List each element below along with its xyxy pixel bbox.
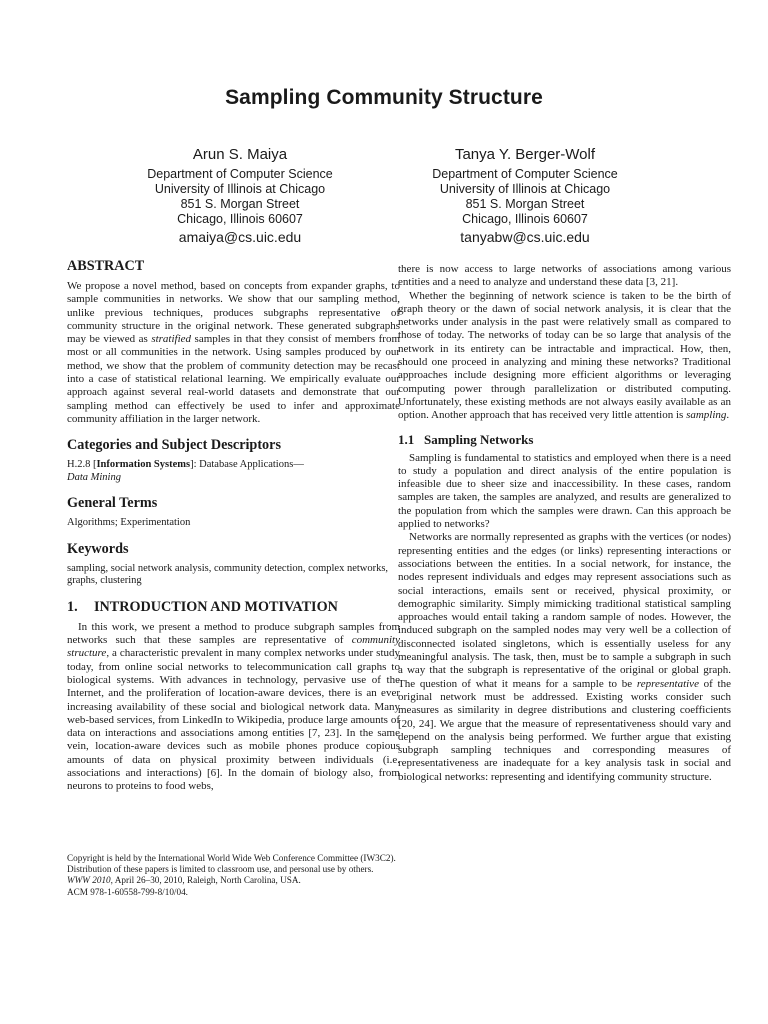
author-department: Department of Computer Science	[147, 167, 333, 181]
paragraph: Whether the beginning of network science is taken to be the birth of graph theory or the dawn of social network analysis, it is clear that the networks under analysis in the past were relatively small as compared to those of today. The networks of today can be so large that analysis of the network in its entirety can be intractable and impractical. How, then, should one proceed in analyzing and mining these networks? Traditional approaches include designing more efficient algorithms or leveraging computing power through parallelization or distributed computing. Unfortunately, these existing methods are not always easily available as an option. Another approach that has received very little attention is sampling.	[398, 289, 731, 422]
keywords-text: sampling, social network analysis, community detection, complex networks, graphs, clustering	[67, 562, 389, 587]
author-university: University of Illinois at Chicago	[154, 182, 326, 196]
author-email[interactable]: tanyabw@cs.uic.edu	[460, 229, 590, 245]
right-column	[398, 263, 731, 784]
author-city: Chicago, Illinois 60607	[462, 212, 588, 226]
paragraph: Sampling is fundamental to statistics and employed when there is a need to study a population and direct analysis of the entire population is infeasible due to sheer size and inaccessibility. In these cases, random samples are taken, the samples are analyzed, and results are generalized to the population from which the samples were drawn. Can this approach be applied to networks?	[398, 451, 731, 531]
left-column	[67, 258, 400, 794]
section-heading-sampling-networks: 1.1 Sampling Networks	[398, 431, 534, 447]
author-name: Tanya Y. Berger-Wolf	[454, 146, 596, 163]
author-name: Arun S. Maiya	[192, 146, 288, 163]
author-block-1	[90, 145, 390, 246]
introduction-heading: 1. INTRODUCTION AND MOTIVATION	[67, 598, 338, 615]
continued-paragraph: there is now access to large networks of associations among various entities and a need to analyze and understand these data [3, 21].	[398, 263, 731, 289]
conference-info: WWW 2010, April 26–30, 2010, Raleigh, North Carolina, USA.	[67, 875, 301, 886]
abstract-heading: ABSTRACT	[67, 258, 145, 274]
acm-isbn: ACM 978-1-60558-799-8/10/04.	[67, 886, 188, 897]
categories-text: H.2.8 [Information Systems]: Database Applications— Data Mining	[67, 459, 304, 483]
abstract-text: We propose a novel method, based on concepts from expander graphs, to sample communities in networks. We show that our sampling method, unlike previous techniques, produces subgraphs representative of community structure in the original network. These generated subgraphs may be viewed as stratified samples in that they consist of members from most or all communities in the network. Using samples produced by our method, we show that the problem of community detection may be recast into a case of statistical relational learning. We empirically evaluate our approach against several real-world datasets and demonstrate that our sampling method can effectively be used to infer and approximate community affiliation in the larger network.	[67, 280, 401, 425]
author-university: University of Illinois at Chicago	[439, 182, 611, 196]
general-terms-heading: General Terms	[67, 495, 158, 512]
copyright-notice	[67, 853, 400, 898]
introduction-paragraph: In this work, we present a method to produce subgraph samples from networks such that these samples are representative of community structure, a characteristic prevalent in many complex networks under study today, from online social networks to telecommunication call graphs to biological systems. With advances in technology, pervasive use of the Internet, and the proliferation of location-aware devices, there is an ever increasing availability of these social and biological network data. Many web-based services, from LinkedIn to Wikipedia, produce large amounts of data on interactions and associations among entities [7, 23]. In the same vein, location-aware devices such as mobile phones produce copious amounts of data on physical proximity between individuals (i.e. associations and interactions) [6]. In the domain of biology also, from neurons to proteins to food webs,	[67, 620, 400, 793]
copyright-text: Copyright is held by the International World Wide Web Conference Committee (IW3C2). Distribution of these papers is limited to classroom use, and personal use by others.	[67, 853, 396, 875]
keywords-heading: Keywords	[67, 540, 129, 557]
author-city: Chicago, Illinois 60607	[177, 212, 303, 226]
author-department: Department of Computer Science	[432, 167, 618, 181]
author-block-2	[375, 145, 675, 246]
general-terms-text: Algorithms; Experimentation	[67, 517, 191, 529]
author-email[interactable]: amaiya@cs.uic.edu	[178, 229, 302, 245]
author-street: 851 S. Morgan Street	[180, 197, 300, 211]
paper-title: Sampling Community Structure	[225, 86, 543, 109]
categories-heading: Categories and Subject Descriptors	[67, 437, 281, 454]
paragraph: Networks are normally represented as graphs with the vertices (or nodes) representing entities and the edges (or links) representing interactions or associations between the entities. In a social network, for instance, the nodes represent individuals and edges may represent associations such as social interactions, emails sent or received, physical proximity, or demographic similarity. Simply mimicking traditional statistical sampling approaches would entail taking a random sample of nodes. However, the induced subgraph on the sampled nodes may very well be a collection of disconnected isolated singletons, which is essentially useless for any meaningful analysis. The task, then, must be to sample a subgraph in such a way that the subgraph is representative of the original or global graph. The question of what it means for a sample to be representative of the original network must be addressed. Existing works consider such measures as similarity in degree distributions and clustering coefficients [20, 24]. We argue that the measure of representativeness should vary and depend on the analysis being performed. We further argue that existing subgraph sampling techniques and corresponding measures of representativeness are inadequate for a key analysis task in social and biological networks: representing and identifying community structure.	[398, 531, 731, 783]
author-street: 851 S. Morgan Street	[465, 197, 585, 211]
